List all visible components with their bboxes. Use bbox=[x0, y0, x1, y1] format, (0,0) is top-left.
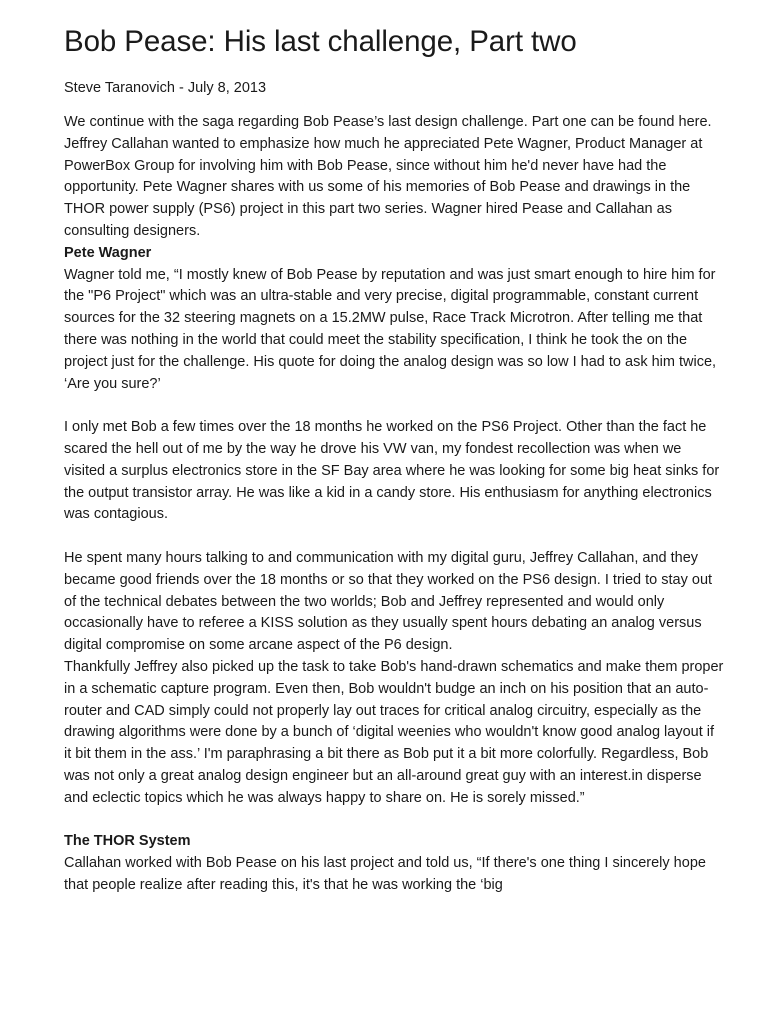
paragraph-thor: Callahan worked with Bob Pease on his last project and told us, “If there's one thing I sincerely hope that people realize after reading this, it's that he was working the ‘big bbox=[64, 855, 706, 893]
article bbox=[64, 22, 724, 897]
paragraph-wagner-quote: Wagner told me, “I mostly knew of Bob Pease by reputation and was just smart enough to hire him for the "P6 Project" which was an ultra-stable and very precise, digital programmable, constant current sources for the 32 steering magnets on a 15.2MW pulse, Race Track Microtron. After telling me that there was nothing in the world that could meet the stability specification, I think he took the on the project just for the challenge. His quote for doing the analog design was so low I had to ask him twice, ‘Are you sure?’ bbox=[64, 266, 717, 392]
section-heading-thor-system: The THOR System bbox=[64, 833, 191, 850]
paragraph-callahan: Jeffrey Callahan wanted to emphasize how much he appreciated Pete Wagner, Product Manager at PowerBox Group for involving him with Bob Pease, since without him he'd never have had the opportunity. Pete Wagner shares with us some of his memories of Bob Pease and drawings in the THOR power supply (PS6) project in this part two series. Wagner hired Pease and Callahan as consulting designers. bbox=[64, 135, 703, 239]
section-heading-pete-wagner: Pete Wagner bbox=[64, 244, 152, 261]
paragraph-schematics: Thankfully Jeffrey also picked up the task to take Bob's hand-drawn schematics and make them proper in a schematic capture program. Even then, Bob wouldn't budge an inch on his position that an auto-router and CAD simply could not properly lay out traces for critical analog circuitry, especially as the drawing algorithms were done by a bunch of ‘digital weenies who wouldn't know good analog layout if it bit them in the ass.’ I'm paraphrasing a bit there as Bob put it a bit more colorfully. Regardless, Bob was not only a great analog design engineer but an all-around great guy with an interest.in disperse and eclectic topics which he was always happy to share on. He is sorely missed.” bbox=[64, 658, 724, 806]
paragraph-met-bob: I only met Bob a few times over the 18 months he worked on the PS6 Project. Other than the fact he scared the hell out of me by the way he drove his VW van, my fondest recollection was when we visited a surplus electronics store in the SF Bay area where he was looking for some big heat sinks for the output transistor array. He was like a kid in a candy store. His enthusiasm for anything electronics was contagious. bbox=[64, 419, 720, 523]
paragraph-intro: We continue with the saga regarding Bob Pease’s last design challenge. Part one can be found here. bbox=[64, 114, 712, 130]
paragraph-digital-guru: He spent many hours talking to and communication with my digital guru, Jeffrey Callahan, and they became good friends over the 18 months or so that they worked on the PS6 design. I tried to stay out of the technical debates between the two worlds; Bob and Jeffrey represented and would only occasionally have to referee a KISS solution as they usually spent hours debating an analog versus digital compromise on some arcane aspect of the P6 design. bbox=[64, 549, 713, 654]
byline: Steve Taranovich - July 8, 2013 bbox=[64, 80, 267, 96]
article-body bbox=[64, 112, 724, 897]
page-title: Bob Pease: His last challenge, Part two bbox=[64, 25, 577, 58]
